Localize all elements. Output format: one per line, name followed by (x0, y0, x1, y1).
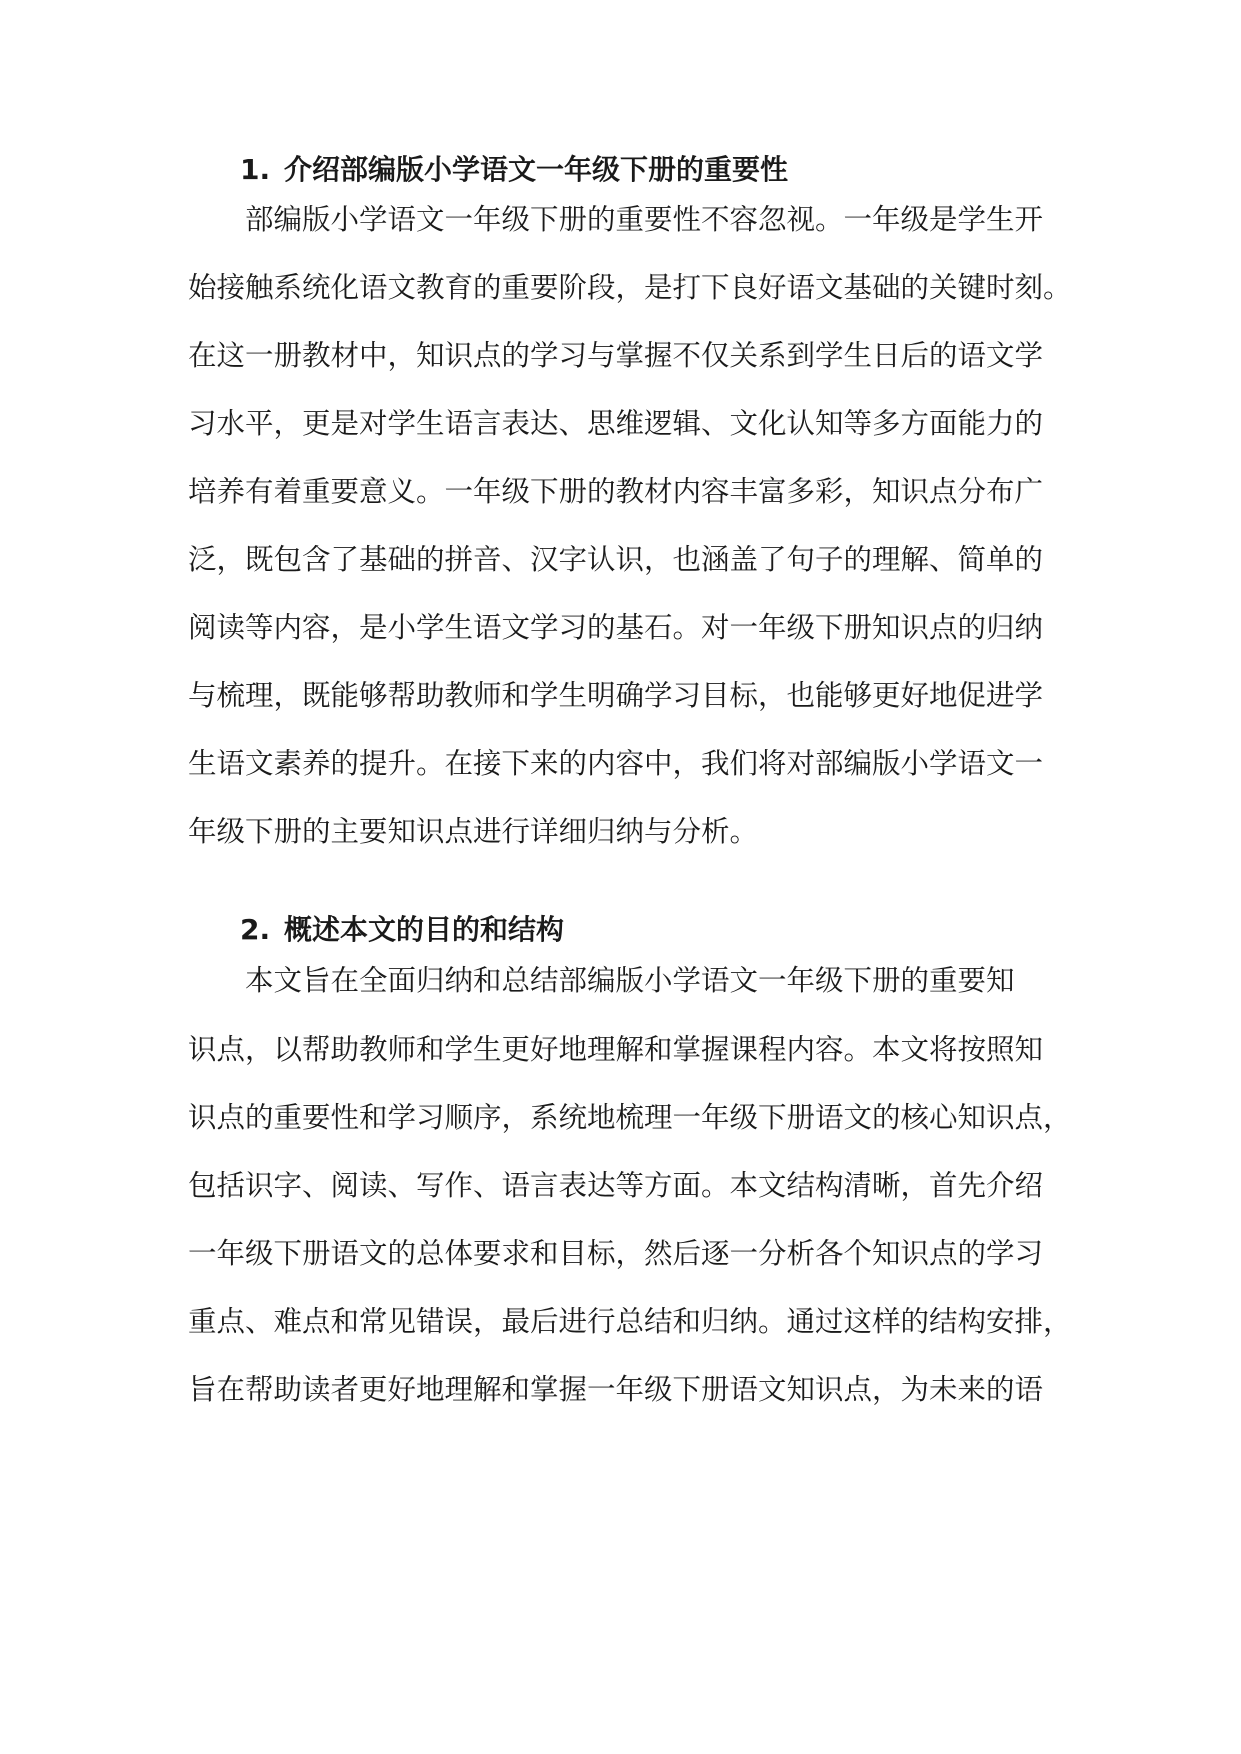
paragraph-line: 重点、难点和常见错误，最后进行总结和归纳。通过这样的结构安排， (188, 1305, 1072, 1338)
section-1-title: 介绍部编版小学语文一年级下册的重要性 (284, 153, 789, 186)
paragraph-line: 部编版小学语文一年级下册的重要性不容忽视。一年级是学生开 (245, 203, 1044, 236)
section-2-heading (240, 910, 564, 950)
section-1-heading (240, 150, 788, 190)
paragraph-line: 本文旨在全面归纳和总结部编版小学语文一年级下册的重要知 (245, 964, 1015, 997)
paragraph-line: 年级下册的主要知识点进行详细归纳与分析。 (188, 815, 759, 848)
paragraph-line: 与梳理，既能够帮助教师和学生明确学习目标，也能够更好地促进学 (188, 679, 1044, 712)
paragraph-line: 一年级下册语文的总体要求和目标，然后逐一分析各个知识点的学习 (188, 1237, 1044, 1270)
paragraph-line: 包括识字、阅读、写作、语言表达等方面。本文结构清晰，首先介绍 (188, 1169, 1044, 1202)
section-1-number: 1. (240, 153, 271, 186)
paragraph-line: 在这一册教材中，知识点的学习与掌握不仅关系到学生日后的语文学 (188, 339, 1044, 372)
section-2-number: 2. (240, 913, 271, 946)
paragraph-line: 识点的重要性和学习顺序，系统地梳理一年级下册语文的核心知识点， (188, 1101, 1072, 1134)
paragraph-line: 泛，既包含了基础的拼音、汉字认识，也涵盖了句子的理解、简单的 (188, 543, 1044, 576)
paragraph-line: 阅读等内容，是小学生语文学习的基石。对一年级下册知识点的归纳 (188, 611, 1044, 644)
paragraph-line: 旨在帮助读者更好地理解和掌握一年级下册语文知识点，为未来的语 (188, 1373, 1044, 1406)
paragraph-line: 习水平，更是对学生语言表达、思维逻辑、文化认知等多方面能力的 (188, 407, 1044, 440)
paragraph-line: 培养有着重要意义。一年级下册的教材内容丰富多彩，知识点分布广 (188, 475, 1044, 508)
section-2-title: 概述本文的目的和结构 (284, 913, 565, 946)
paragraph-line: 生语文素养的提升。在接下来的内容中，我们将对部编版小学语文一 (188, 747, 1044, 780)
paragraph-line: 始接触系统化语文教育的重要阶段，是打下良好语文基础的关键时刻。 (188, 271, 1072, 304)
paragraph-line: 识点，以帮助教师和学生更好地理解和掌握课程内容。本文将按照知 (188, 1033, 1044, 1066)
